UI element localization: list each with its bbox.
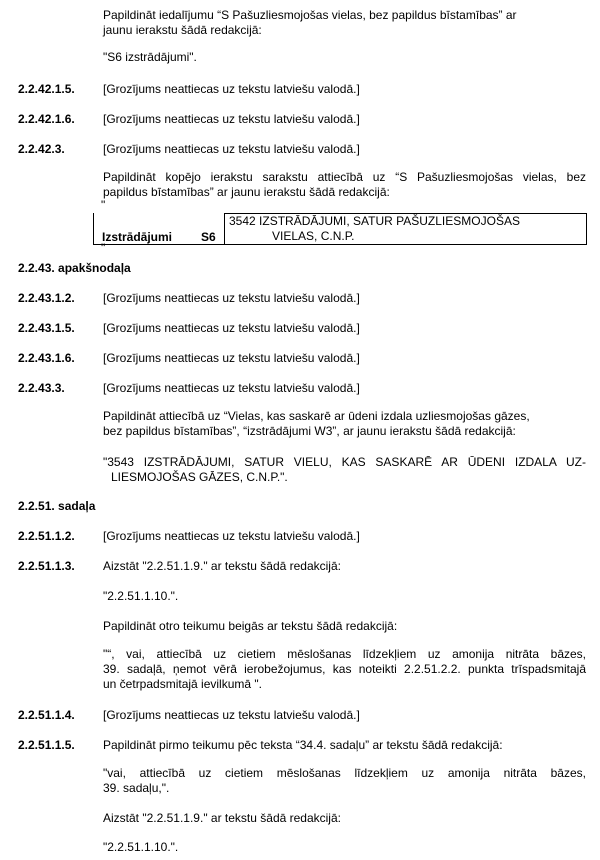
amendment-text: [Grozījums neattiecas uz tekstu latviešu valodā.]: [103, 142, 360, 156]
section-number: 2.2.51.1.4.: [18, 708, 75, 722]
paragraph-line: "S6 izstrādājumi".: [103, 50, 197, 64]
paragraph-line: Papildināt attiecībā uz “Vielas, kas saskarē ar ūdeni izdala uzliesmojošas gāzes,: [103, 409, 530, 423]
paragraph-line: "2.2.51.1.10.".: [103, 589, 179, 603]
paragraph: [103, 170, 586, 200]
amendment-text: [Grozījums neattiecas uz tekstu latviešu valodā.]: [103, 82, 360, 96]
quoted-entry: [103, 647, 586, 692]
amendment-text: Papildināt pirmo teikumu pēc teksta “34.4. sadaļu” ar tekstu šādā redakcijā:: [103, 738, 503, 752]
section-number: 2.2.42.3.: [18, 142, 65, 156]
table-cell-left: [93, 213, 224, 245]
paragraph-line: 39. sadaļu,".: [103, 781, 170, 795]
table-cell-right: [224, 213, 587, 245]
section-number: 2.2.51.1.3.: [18, 559, 75, 573]
paragraph-line: bez papildus bīstamības”, “izstrādājumi W3”, ar jaunu ierakstu šādā redakcijā:: [103, 424, 516, 438]
entry-table: [93, 213, 586, 244]
paragraph-line: "vai, attiecībā uz cietiem mēslošanas līdzekļiem uz amonija nitrāta bāzes,: [103, 766, 586, 780]
paragraph-line: Papildināt otro teikumu beigās ar tekstu šādā redakcijā:: [103, 619, 398, 633]
amendment-text: [Grozījums neattiecas uz tekstu latviešu valodā.]: [103, 112, 360, 126]
table-entry-line: VIELAS, C.N.P.: [272, 229, 355, 243]
paragraph-line: Papildināt iedalījumu “S Pašuzliesmojošas vielas, bez papildus bīstamības” ar: [103, 8, 517, 22]
section-number: 2.2.42.1.5.: [18, 82, 75, 96]
amendment-text: [Grozījums neattiecas uz tekstu latviešu valodā.]: [103, 321, 360, 335]
table-entry-line: 3542 IZSTRĀDĀJUMI, SATUR PAŠUZLIESMOJOŠAS: [229, 214, 520, 228]
section-number: 2.2.51.1.2.: [18, 529, 75, 543]
paragraph-line: 39. sadaļā, ņemot vērā ierobežojumus, kas noteikti 2.2.51.2.2. punkta trīspadsmitajā: [103, 662, 586, 676]
paragraph-line: LIESMOJOŠAS GĀZES, C.N.P.".: [111, 470, 288, 484]
amendment-text: [Grozījums neattiecas uz tekstu latviešu valodā.]: [103, 351, 360, 365]
section-number: 2.2.43.1.5.: [18, 321, 75, 335]
amendment-text: [Grozījums neattiecas uz tekstu latviešu valodā.]: [103, 708, 360, 722]
paragraph-line: papildus bīstamības” ar jaunu ierakstu šādā redakcijā:: [103, 185, 390, 199]
paragraph-line: jaunu ierakstu šādā redakcijā:: [103, 23, 262, 37]
paragraph-line: "2.2.51.1.10.".: [103, 840, 179, 854]
section-number: 2.2.42.1.6.: [18, 112, 75, 126]
amendment-text: [Grozījums neattiecas uz tekstu latviešu valodā.]: [103, 529, 360, 543]
amendment-text: [Grozījums neattiecas uz tekstu latviešu valodā.]: [103, 291, 360, 305]
paragraph-line: "3543 IZSTRĀDĀJUMI, SATUR VIELU, KAS SASKARĒ AR ŪDENI IZDALA UZ-: [103, 455, 586, 469]
amendment-text: [Grozījums neattiecas uz tekstu latviešu valodā.]: [103, 381, 360, 395]
table-label: Izstrādājumi: [102, 230, 173, 244]
table-code: S6: [201, 230, 216, 244]
section-number: 2.2.43.1.2.: [18, 291, 75, 305]
quoted-entry: [103, 766, 586, 796]
section-number: 2.2.43.1.6.: [18, 351, 75, 365]
subsection-heading: 2.2.51. sadaļa: [18, 499, 96, 513]
quoted-entry: [103, 455, 586, 485]
paragraph-line: Papildināt kopējo ierakstu sarakstu attiecībā uz “S Pašuzliesmojošas vielas, bez: [103, 170, 586, 184]
amendment-text: Aizstāt "2.2.51.1.9." ar tekstu šādā redakcijā:: [103, 559, 341, 573]
section-number: 2.2.51.1.5.: [18, 738, 75, 752]
close-quote: ": [101, 241, 106, 255]
subsection-heading: 2.2.43. apakšnodaļa: [18, 261, 131, 275]
section-number: 2.2.43.3.: [18, 381, 65, 395]
paragraph-line: "“, vai, attiecībā uz cietiem mēslošanas līdzekļiem uz amonija nitrāta bāzes,: [103, 647, 586, 661]
paragraph-line: Aizstāt "2.2.51.1.9." ar tekstu šādā redakcijā:: [103, 811, 341, 825]
open-quote: ": [101, 198, 106, 212]
paragraph-line: un četrpadsmitajā ievilkumā ".: [103, 677, 262, 691]
